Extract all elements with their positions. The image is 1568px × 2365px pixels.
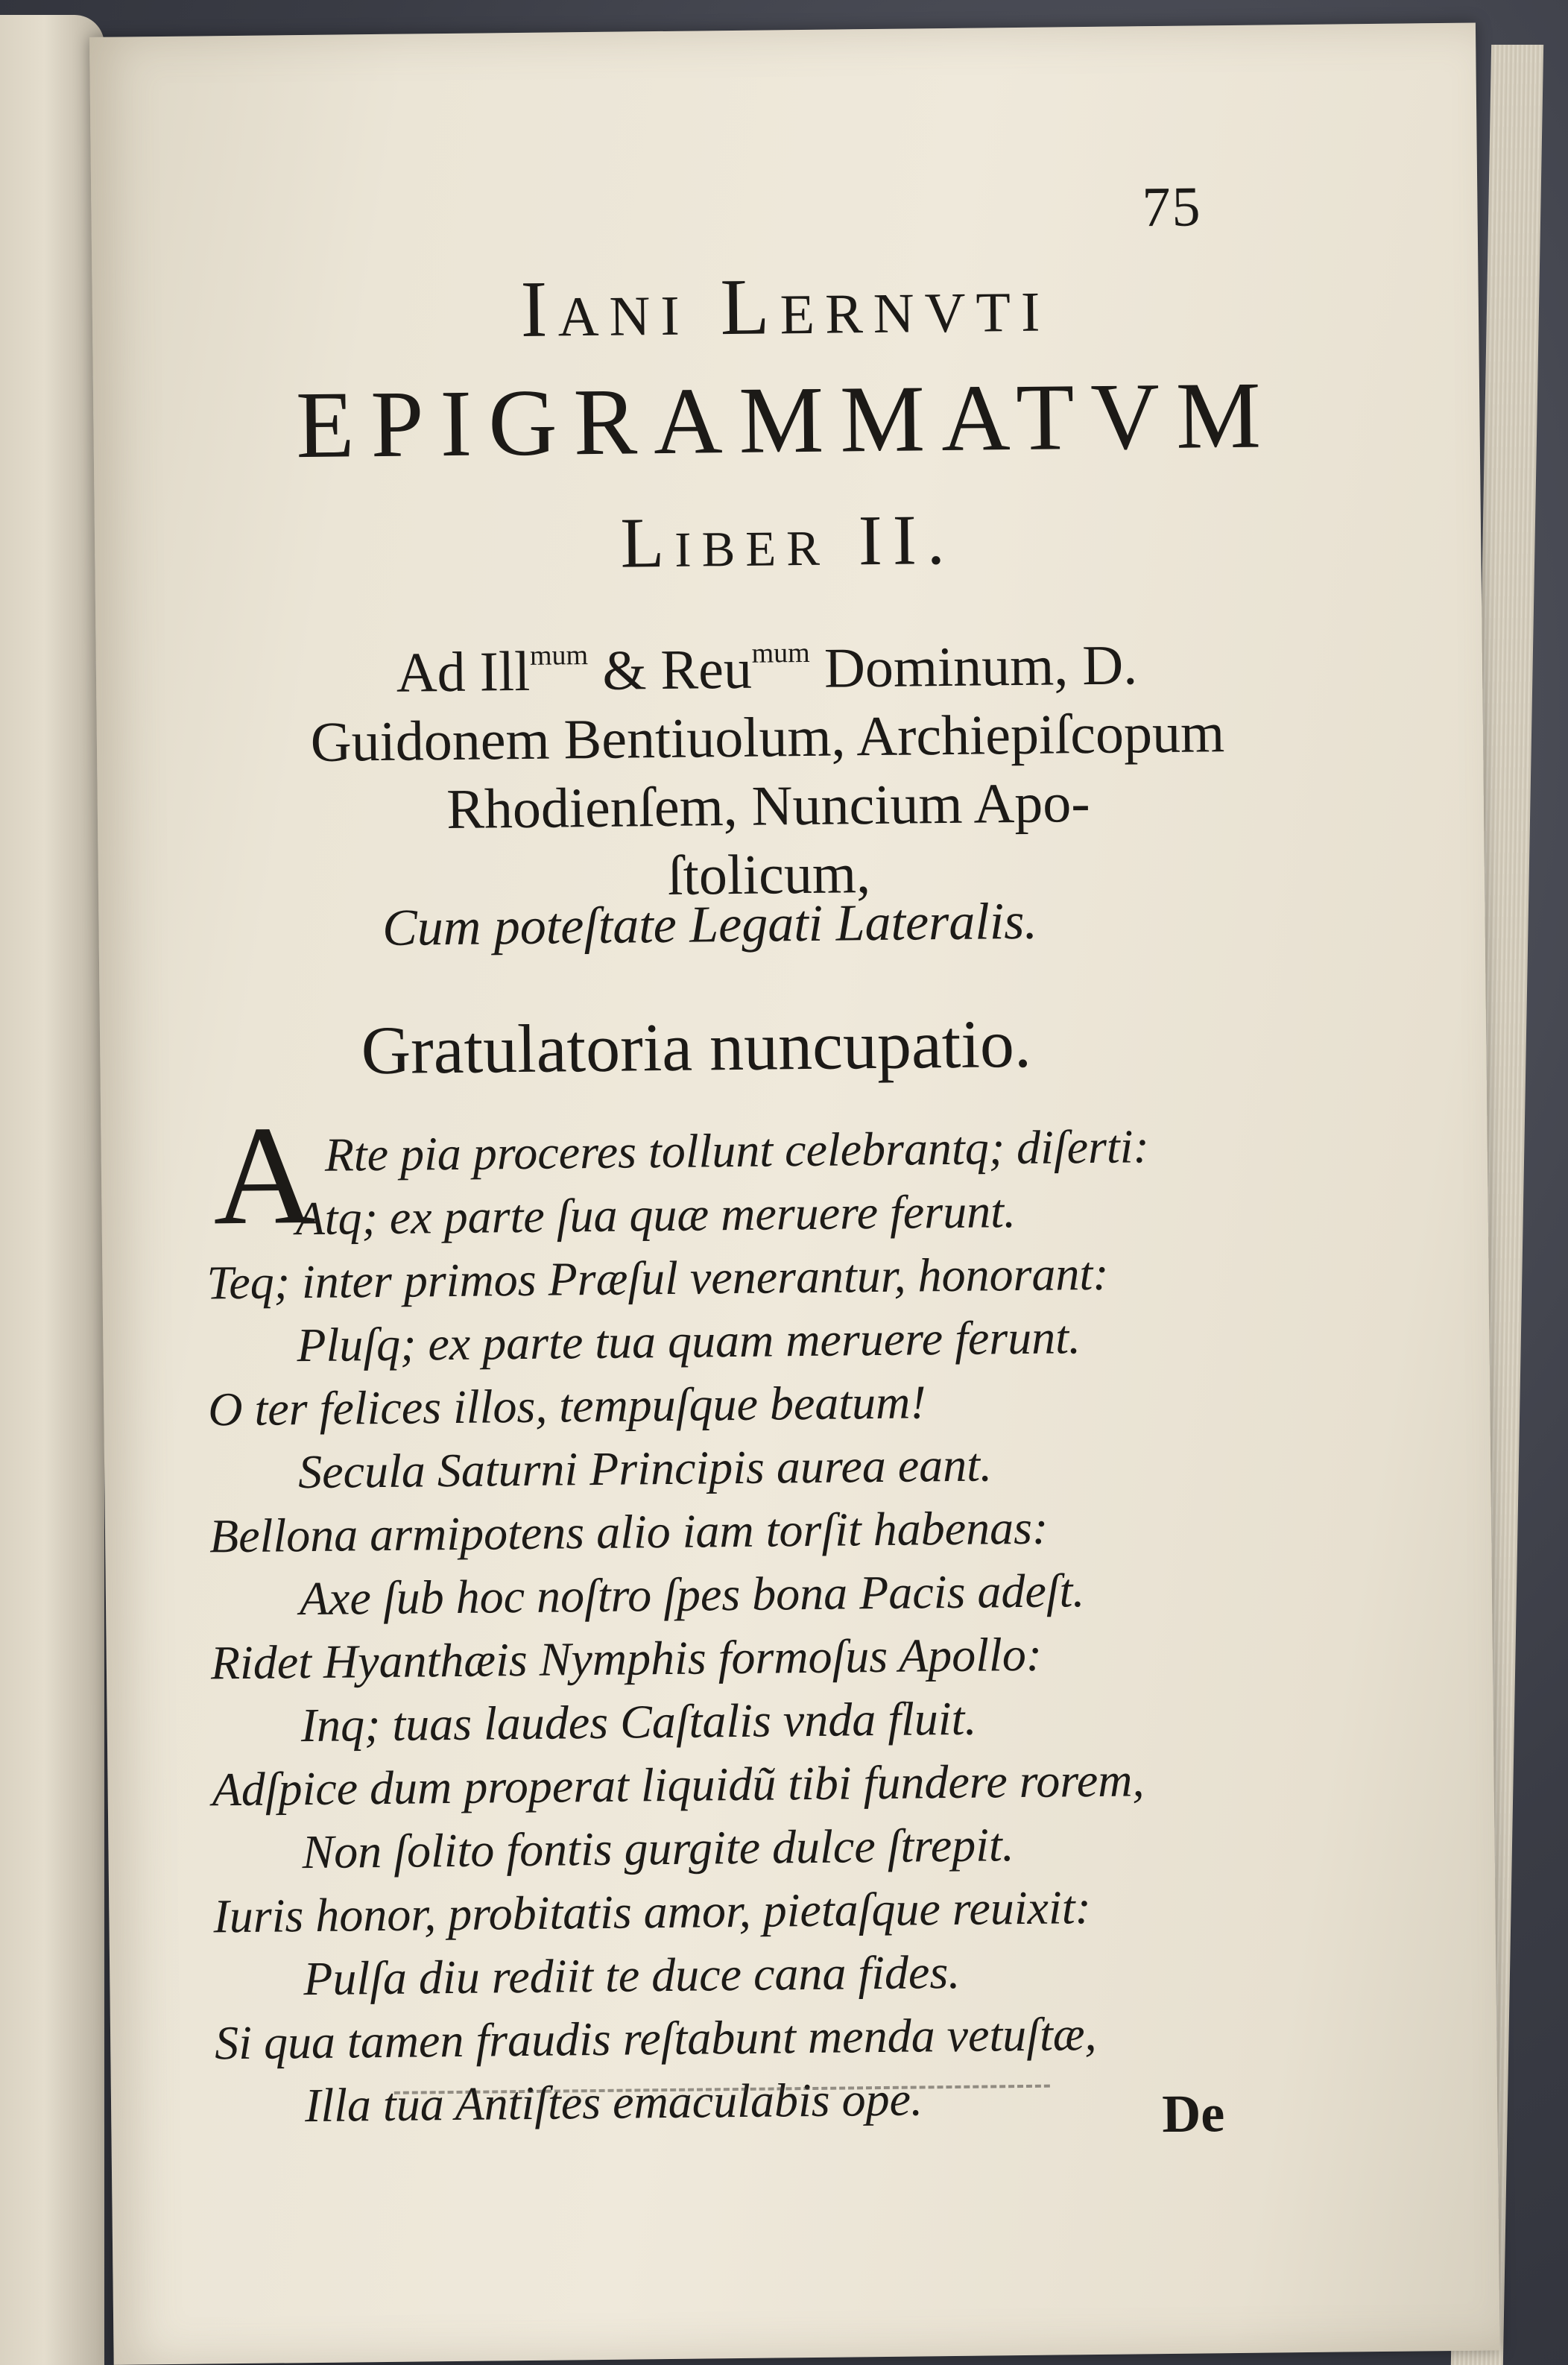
dedication-subtitle: Cum poteſtate Legati Lateralis. <box>382 892 1038 957</box>
dedication-text: Dominum, D. <box>809 634 1138 700</box>
verse-line: Bellona armipotens alio iam torſit habenas: <box>209 1500 1049 1563</box>
poem-title: Gratulatoria nuncupatio. <box>361 1005 1032 1089</box>
superscript: mum <box>751 637 810 669</box>
verse-line: Rte pia proceres tollunt celebrantq; diſerti: <box>324 1120 1150 1181</box>
verse-line: Non ſolito fontis gurgite dulce ſtrepit. <box>302 1818 1015 1879</box>
dedication-line-4: ſtolicum, <box>667 842 871 907</box>
work-heading: EPIGRAMMATVM <box>295 361 1278 479</box>
verse-line: O ter felices illos, tempuſque beatum! <box>207 1375 926 1436</box>
superscript: mum <box>529 640 589 672</box>
verse-line: Inq; tuas laudes Caſtalis vnda fluit. <box>300 1691 977 1752</box>
drop-cap: A <box>212 1096 317 1255</box>
verse-line: Pulſa diu rediit te duce cana fides. <box>303 1945 961 2006</box>
page-number: 75 <box>1142 175 1202 239</box>
dedication-text: Ad Ill <box>396 640 531 704</box>
dedication-line-2: Guidonem Bentiuolum, Archiepiſcopum <box>310 701 1225 774</box>
verse-line: Atq; ex parte ſua quæ meruere ferunt. <box>295 1184 1017 1245</box>
verse-line: Illa tua Antiſtes emaculabis ope. <box>304 2072 923 2132</box>
author-heading: Iani Lernvti <box>519 259 1051 354</box>
verse-line: Ridet Hyanthæis Nymphis formoſus Apollo: <box>210 1627 1043 1690</box>
verse-line: Si qua tamen fraudis reſtabunt menda vetuſtæ, <box>214 2006 1097 2070</box>
verse-line: Pluſq; ex parte tua quam meruere ferunt. <box>297 1310 1081 1372</box>
verse-line: Adſpice dum properat liquidũ tibi fundere rorem, <box>212 1753 1145 1816</box>
book-page <box>89 23 1500 2365</box>
verse-line: Axe ſub hoc noſtro ſpes bona Pacis adeſt. <box>299 1564 1085 1626</box>
verse-line: Secula Saturni Principis aurea eant. <box>297 1438 993 1499</box>
dedication-block <box>244 613 1291 915</box>
dedication-text: & Reu <box>587 637 753 703</box>
verse-line: Iuris honor, probitatis amor, pietaſque reuixit: <box>213 1881 1092 1943</box>
dedication-line-3: Rhodienſem, Nuncium Apo- <box>446 771 1090 842</box>
verse-line: Teq; inter primos Præſul venerantur, honorant: <box>206 1246 1109 1310</box>
poem-verses <box>205 1096 1408 2138</box>
catchword: De <box>1161 2083 1225 2144</box>
facing-page-edge <box>0 15 104 2365</box>
dedication-line-1 <box>244 613 1289 709</box>
book-heading: Liber II. <box>619 499 956 583</box>
